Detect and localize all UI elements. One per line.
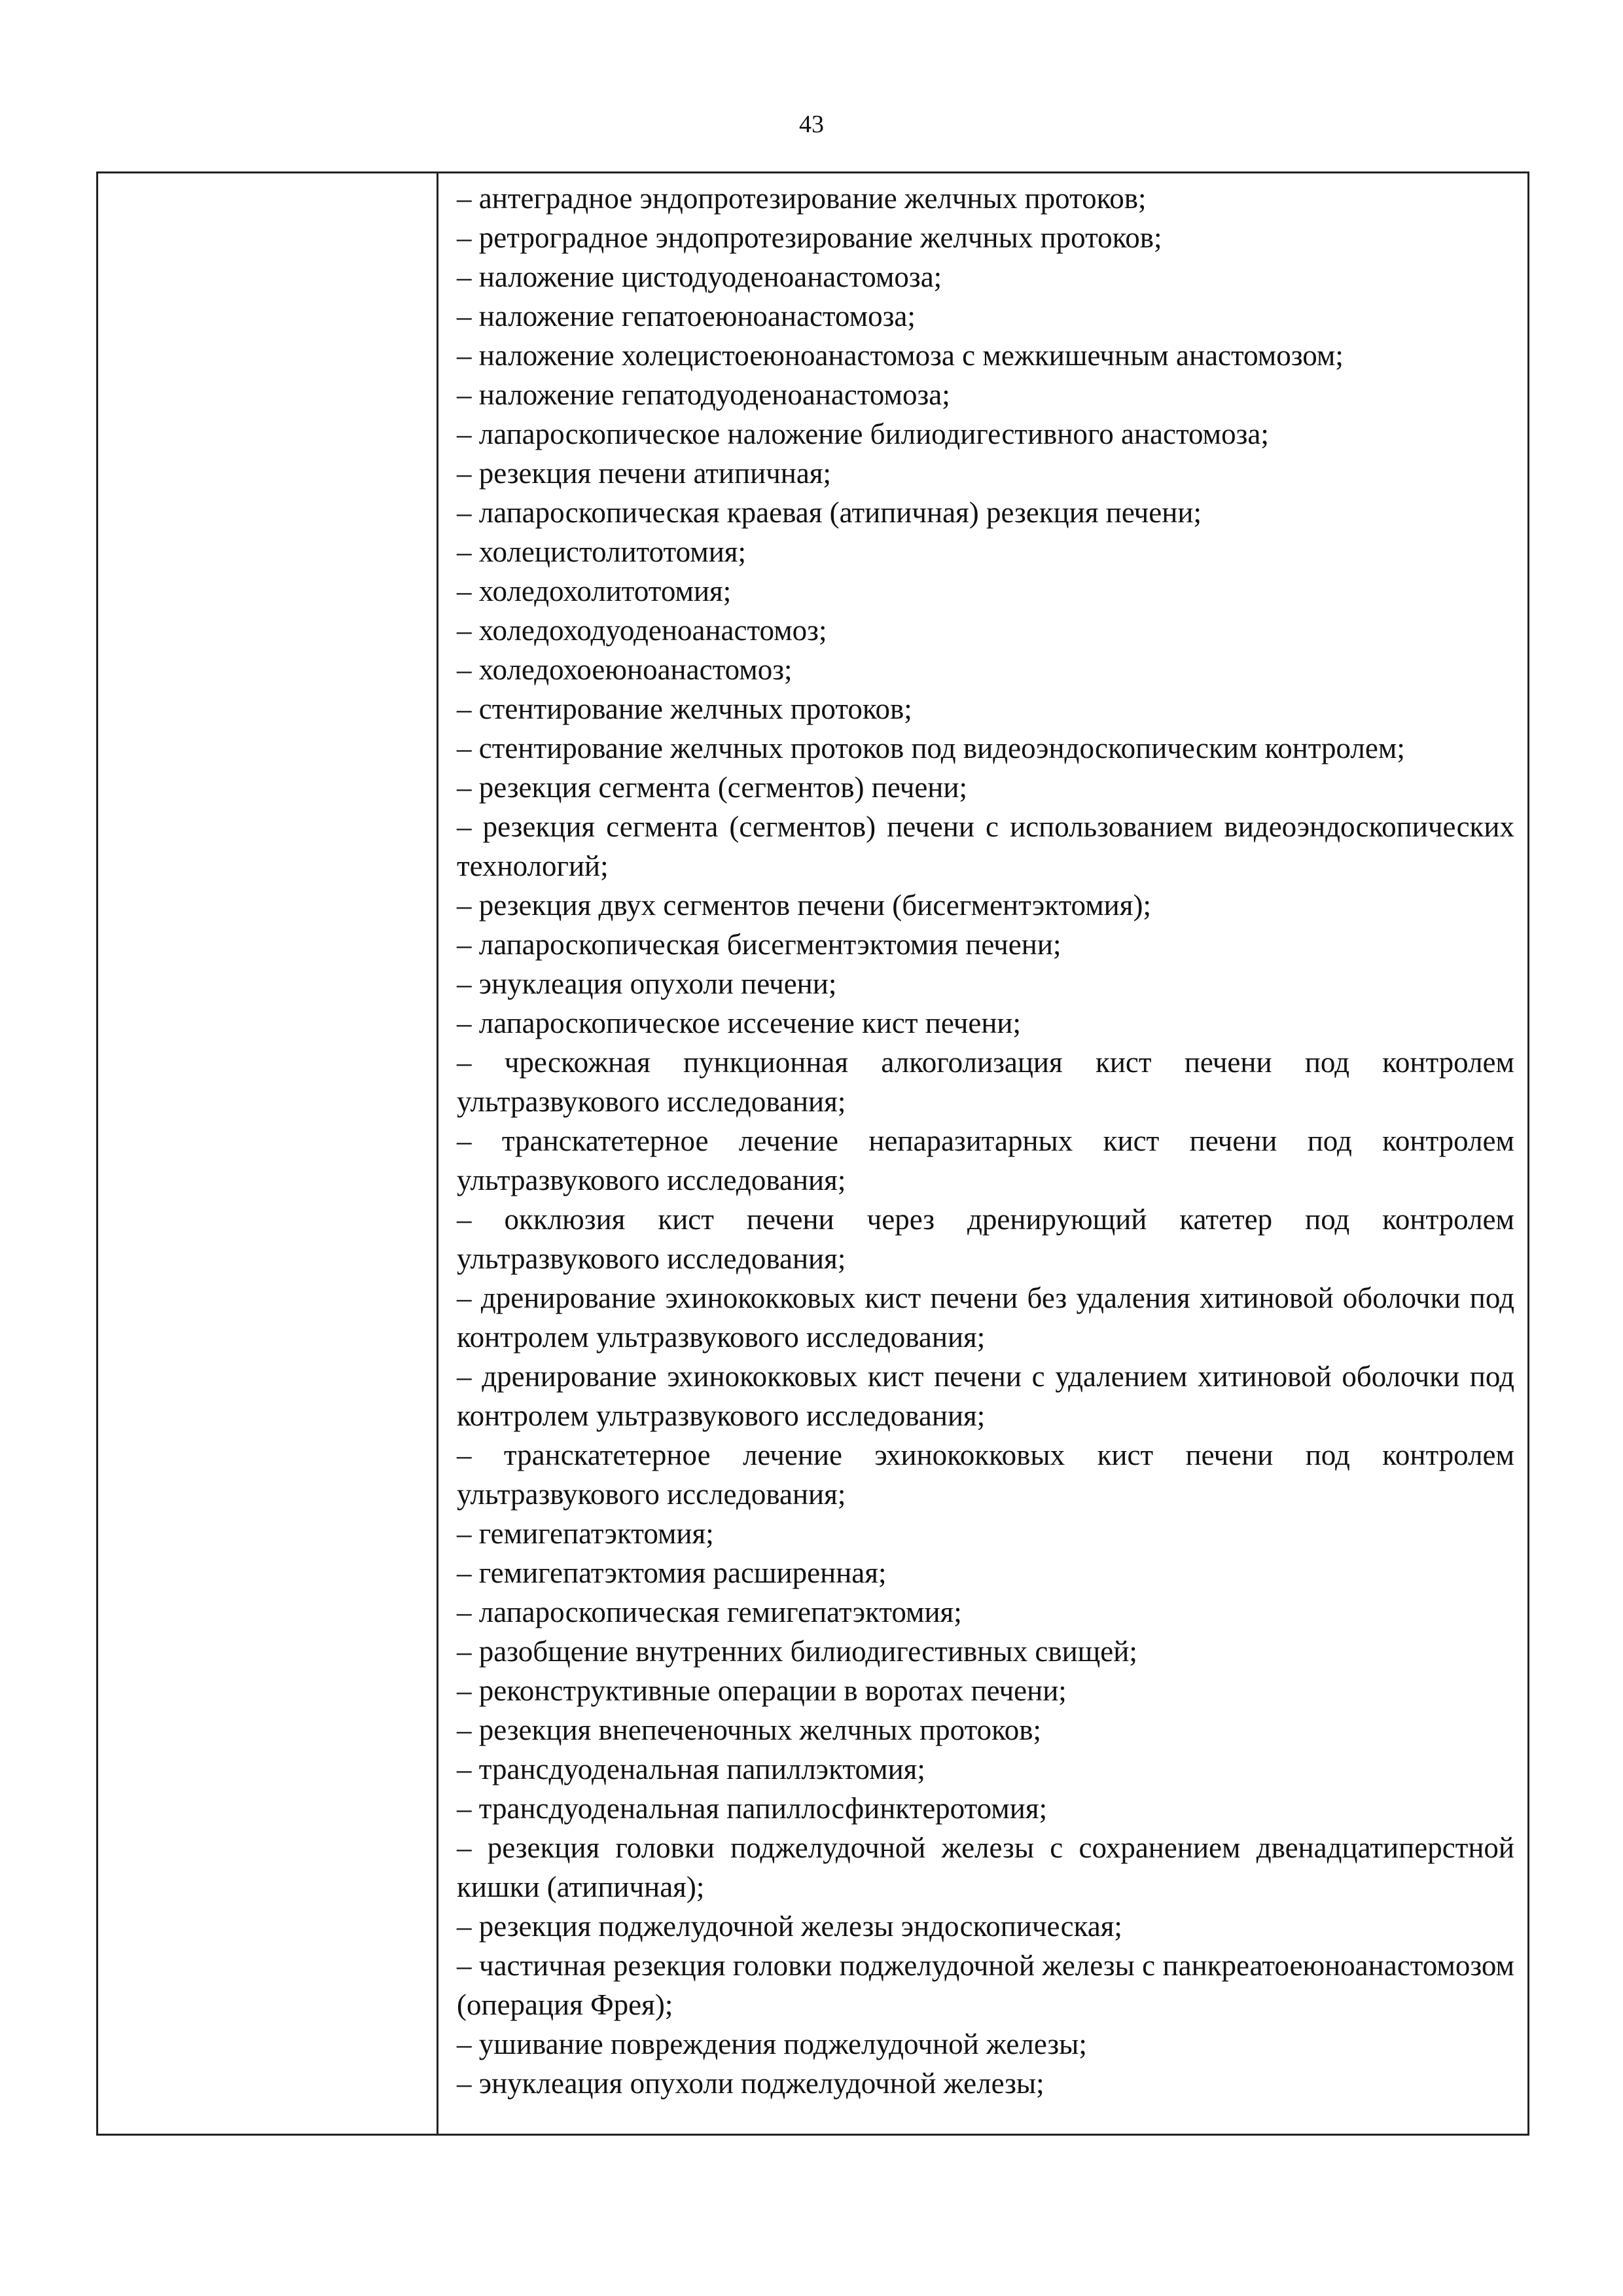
list-item: – реконструктивные операции в воротах печени; [457, 1674, 1067, 1707]
list-item: – антеградное эндопротезирование желчных протоков; [457, 182, 1147, 215]
page-number: 43 [799, 111, 824, 138]
list-item: – холедохолитотомия; [457, 575, 732, 607]
list-item: – дренирование эхинококковых кист печени с удалением хитиновой оболочки под контролем ультразвукового исследования; [457, 1360, 1514, 1432]
list-item: – ретроградное эндопротезирование желчных протоков; [457, 221, 1162, 254]
list-item: – разобщение внутренних билиодигестивных свищей; [457, 1635, 1137, 1668]
list-item: – лапароскопическое наложение билиодигестивного анастомоза; [457, 418, 1269, 450]
list-item: – стентирование желчных протоков под видеоэндоскопическим контролем; [457, 732, 1405, 764]
list-item: – резекция сегмента (сегментов) печени с использованием видеоэндоскопических технологий; [457, 810, 1514, 882]
list-item: – резекция двух сегментов печени (бисегментэктомия); [457, 889, 1151, 922]
table-left-cell [98, 173, 438, 2134]
list-item: – энуклеация опухоли поджелудочной железы; [457, 2067, 1044, 2100]
list-item: – наложение холецистоеюноанастомоза с межкишечным анастомозом; [457, 339, 1344, 372]
list-item: – лапароскопическая бисегментэктомия печени; [457, 928, 1061, 961]
list-item: – чрескожная пункционная алкоголизация кист печени под контролем ультразвукового исследования; [457, 1046, 1514, 1118]
list-item: – резекция головки поджелудочной железы с сохранением двенадцатиперстной кишки (атипичная); [457, 1831, 1514, 1903]
list-item: – гемигепатэктомия; [457, 1517, 714, 1550]
list-item: – транскатетерное лечение непаразитарных кист печени под контролем ультразвукового исследования; [457, 1124, 1514, 1196]
list-item: – трансдуоденальная папиллэктомия; [457, 1753, 925, 1785]
list-item: – стентирование желчных протоков; [457, 692, 912, 725]
list-item: – энуклеация опухоли печени; [457, 967, 837, 1000]
list-item: – резекция сегмента (сегментов) печени; [457, 771, 967, 804]
procedures-table [96, 171, 1529, 2136]
list-item: – частичная резекция головки поджелудочной железы с панкреатоеюноанастомозом (операция Фрея); [457, 1949, 1514, 2021]
list-item: – ушивание повреждения поджелудочной железы; [457, 2028, 1087, 2060]
list-item: – трансдуоденальная папиллосфинктеротомия; [457, 1792, 1048, 1825]
list-item: – гемигепатэктомия расширенная; [457, 1556, 887, 1589]
list-item: – лапароскопическая гемигепатэктомия; [457, 1596, 962, 1628]
table-right-cell [438, 173, 1527, 2134]
list-item: – дренирование эхинококковых кист печени без удаления хитиновой оболочки под контролем ультразвукового исследования; [457, 1282, 1514, 1354]
list-item: – холедоходуоденоанастомоз; [457, 614, 827, 647]
list-item: – лапароскопическое иссечение кист печени; [457, 1007, 1021, 1039]
list-item: – холецистолитотомия; [457, 535, 746, 568]
list-item: – наложение гепатоеюноанастомоза; [457, 300, 916, 332]
list-item: – транскатетерное лечение эхинококковых кист печени под контролем ультразвукового исследования; [457, 1439, 1514, 1511]
list-item: – резекция печени атипичная; [457, 457, 832, 490]
list-item: – наложение гепатодуоденоанастомоза; [457, 378, 950, 411]
list-item: – резекция поджелудочной железы эндоскопическая; [457, 1910, 1122, 1943]
list-item: – резекция внепеченочных желчных протоков; [457, 1713, 1041, 1746]
list-item: – лапароскопическая краевая (атипичная) резекция печени; [457, 496, 1202, 529]
list-item: – холедохоеюноанастомоз; [457, 653, 793, 686]
list-item: – окклюзия кист печени через дренирующий катетер под контролем ультразвукового исследования; [457, 1203, 1514, 1275]
list-item: – наложение цистодуоденоанастомоза; [457, 260, 942, 293]
